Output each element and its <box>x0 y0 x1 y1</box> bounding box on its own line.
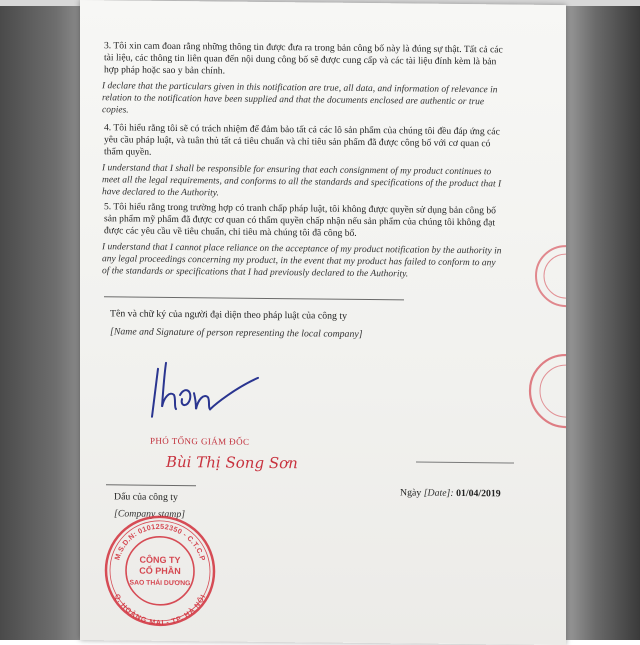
background-left-edge <box>0 0 80 640</box>
clause-4-vietnamese: 4. Tôi hiểu rằng tôi sẽ có trách nhiệm để đảm bảo tất cả các lô sản phẩm của chúng tôi đều đáp ứng các yêu cầu pháp luật, và tuân thủ tất cả tiêu chuẩn và chỉ tiêu sản phẩm đã được công bố với cơ quan có thẩm quyền. <box>104 122 500 159</box>
signature-label-english: [Name and Signature of person representing the local company] <box>110 326 363 340</box>
date-rule <box>416 462 514 464</box>
clause-5-vietnamese: 5. Tôi hiểu rằng trong trường hợp có tranh chấp pháp luật, tôi không được quyền sử dụng bản công bố sản phẩm mỹ phẩm đã được cơ quan có thẩm quyền chấp nhận nếu sản phẩm của chúng tôi không đạt được các yêu cầu về tiêu chuẩn, chỉ tiêu mà chúng tôi đã công bố. <box>104 201 496 240</box>
stamp-line-3: SAO THÁI DƯƠNG <box>129 579 191 588</box>
clause-3-english: I declare that the particulars given in this notification are true, all data, and information of relevance in relation to the notification have been supplied and that the documents enclosed are authentic or true copies. <box>102 81 498 116</box>
stamp-label-vietnamese: Dấu của công ty <box>114 491 178 504</box>
date-label: Ngày <box>400 487 422 499</box>
stamp-rule <box>106 484 196 486</box>
company-stamp <box>102 512 218 629</box>
svg-text:Q. HOÀNG MAI - TP. HÀ NỘI <box>113 593 207 627</box>
signer-name: Bùi Thị Song Sơn <box>166 452 298 473</box>
clause-5-english: I understand that I cannot place reliance on the acceptance of my product notification by the authority in any legal proceedings concerning my product, in the event that my product has failed to conform to any of the standards or specifications that I had previously declared to the Authority. <box>102 242 502 280</box>
stamp-line-1: CÔNG TY <box>139 554 181 566</box>
divider-line <box>104 296 404 300</box>
stamp-line-2: CỔ PHẦN <box>139 565 181 577</box>
date-label-english: [Date]: <box>423 487 454 499</box>
edge-seal-upper <box>526 241 566 311</box>
date-line <box>400 487 501 499</box>
signer-title: PHÓ TỔNG GIÁM ĐỐC <box>150 435 250 447</box>
edge-seal-lower <box>516 351 566 432</box>
document-page <box>80 0 566 645</box>
stamp-ring-top-text: M.S.D.N: 0101252350 - C.T.C.P <box>112 521 208 562</box>
date-value: 01/04/2019 <box>456 487 501 500</box>
handwritten-signature <box>146 357 266 424</box>
stamp-label-english: [Company stamp] <box>114 508 186 521</box>
signature-label-vietnamese: Tên và chữ ký của người đại diện theo pháp luật của công ty <box>110 308 347 322</box>
clause-3-vietnamese: 3. Tôi xin cam đoan rằng những thông tin được đưa ra trong bản công bố này là đúng sự thật. Tất cả các tài liệu, các thông tin liên quan đến nội dung công bố sẽ được cung cấp và các tài liệu đính kèm là bản hợp pháp hoặc sao y bản chính. <box>104 40 503 77</box>
background-right-edge <box>566 0 640 640</box>
clause-4-english: I understand that I shall be responsible for ensuring that each consignment of my product continues to meet all the legal requirements, and conforms to all the standards and specifications of the product that I have declared to the Authority. <box>102 163 502 199</box>
stamp-ring-bottom-text: Q. HOÀNG MAI - TP. HÀ NỘI <box>112 593 208 627</box>
